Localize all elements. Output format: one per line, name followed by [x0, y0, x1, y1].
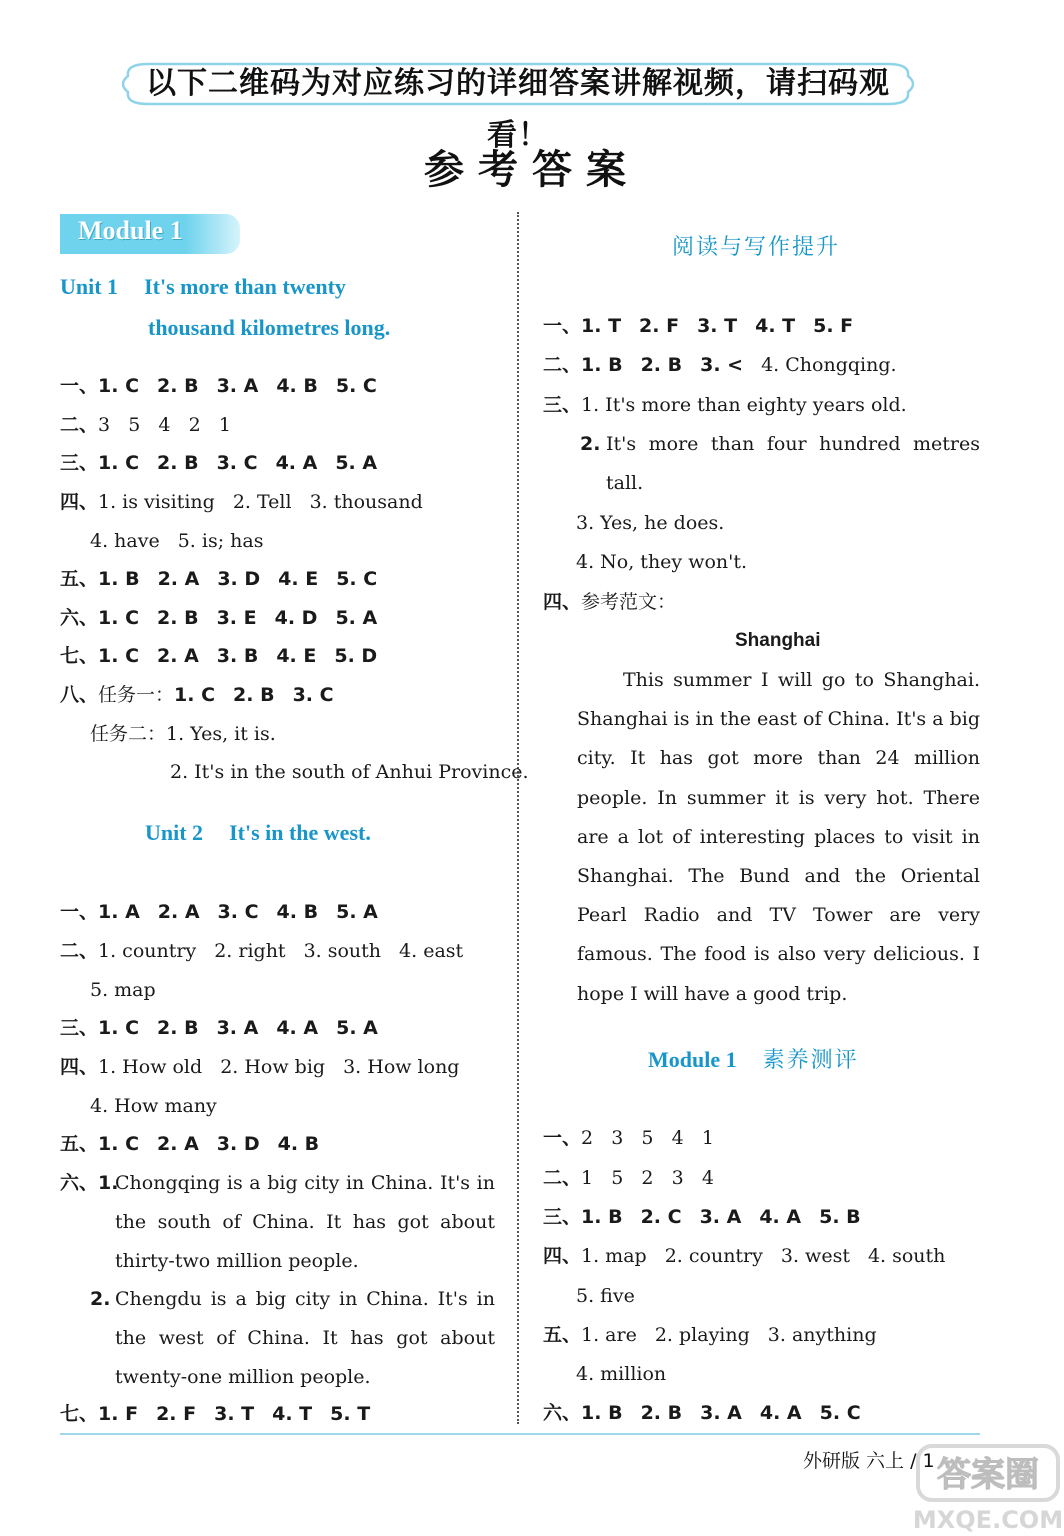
answer-row: 六、1. C 2. B 3. E 4. D 5. A	[60, 607, 378, 629]
answer-row: 八、任务一：1. C 2. B 3. C	[60, 684, 334, 706]
unit1-title-line2: thousand kilometres long.	[148, 315, 391, 340]
column-divider	[517, 212, 519, 1424]
answer-row: 三、1. C 2. B 3. A 4. A 5. A	[60, 1017, 378, 1039]
answer-row: 2.	[580, 433, 601, 455]
answer-row: 五、1. B 2. A 3. D 4. E 5. C	[60, 568, 378, 590]
answer-row: 七、1. C 2. A 3. B 4. E 5. D	[60, 645, 378, 667]
watermark-logo	[912, 1442, 1062, 1536]
header-banner	[118, 58, 918, 153]
unit2-title: It's in the west.	[229, 820, 371, 845]
answer-row: 二、3 5 4 2 1	[60, 414, 231, 436]
answer-row: 3. Yes, he does.	[576, 512, 725, 534]
answer-paragraph: Chengdu is a big city in China. It's in the west of China. It has got about twenty-one million people.	[115, 1288, 495, 1389]
essay-title: Shanghai	[735, 630, 821, 651]
answer-row: 三、1. B 2. C 3. A 4. A 5. B	[543, 1206, 861, 1228]
answer-row: 二、1. B 2. B 3. < 4. Chongqing.	[543, 354, 897, 376]
module-eval-number: Module 1	[648, 1047, 737, 1072]
unit1-title-line1: It's more than twenty	[144, 274, 346, 299]
answer-row: 2. It's in the south of Anhui Province.	[170, 761, 529, 783]
answer-row: 四、1. How old 2. How big 3. How long	[60, 1056, 460, 1078]
watermark-line1: 答案圈	[937, 1455, 1039, 1495]
answer-row: 二、1. country 2. right 3. south 4. east	[60, 940, 464, 962]
answer-row: 三、1. C 2. B 3. C 4. A 5. A	[60, 452, 378, 474]
unit1-heading	[60, 274, 346, 300]
answer-row: 5. map	[90, 979, 156, 1001]
watermark-line2: MXQE.COM	[912, 1506, 1062, 1534]
answer-row: 七、1. F 2. F 3. T 4. T 5. T	[60, 1403, 371, 1425]
answer-row: 三、1. It's more than eighty years old.	[543, 394, 907, 416]
unit2-heading	[145, 820, 371, 846]
footer-divider	[60, 1433, 980, 1435]
answer-row: 一、1. C 2. B 3. A 4. B 5. C	[60, 375, 377, 397]
essay-body: This summer I will go to Shanghai. Shanghai is in the east of China. It's a big city. It has got more than 24 million people. In summer it is very hot. There are a lot of interesting places to visit in Shanghai. The Bund and the Oriental Pearl Radio and TV Tower are very famous. The food is also very delicious. I hope I will have a good trip.	[577, 669, 980, 1005]
answer-row: 一、2 3 5 4 1	[543, 1127, 714, 1149]
answer-row: 四、参考范文：	[543, 591, 677, 613]
module-tag	[60, 214, 240, 254]
page-footer: 外研版 六上 / 1	[803, 1450, 935, 1472]
module-eval-title: 素养测评	[762, 1048, 859, 1073]
answer-row: 4. have 5. is; has	[90, 530, 264, 552]
answer-paragraph: It's more than four hundred metres tall.	[606, 433, 980, 495]
answer-row: 一、1. A 2. A 3. C 4. B 5. A	[60, 901, 378, 923]
answer-paragraph: Chongqing is a big city in China. It's in the south of China. It has got about thirty-two million people.	[115, 1172, 495, 1273]
banner-text: 以下二维码为对应练习的详细答案讲解视频，请扫码观看！	[146, 66, 890, 153]
page-title: 参考答案	[424, 147, 640, 193]
answer-row: 五、1. C 2. A 3. D 4. B	[60, 1133, 320, 1155]
answer-row: 2.	[90, 1288, 111, 1310]
reading-writing-heading: 阅读与写作提升	[672, 235, 841, 260]
answer-row: 五、1. are 2. playing 3. anything	[543, 1324, 877, 1346]
answer-row: 4. million	[576, 1363, 667, 1385]
answer-row: 一、1. T 2. F 3. T 4. T 5. F	[543, 315, 854, 337]
answer-row: 四、1. map 2. country 3. west 4. south	[543, 1245, 946, 1267]
answer-row: 4. How many	[90, 1095, 217, 1117]
answer-row: 5. five	[576, 1285, 635, 1307]
unit2-number: Unit 2	[145, 820, 204, 845]
answer-row: 四、1. is visiting 2. Tell 3. thousand	[60, 491, 423, 513]
answer-row: 二、1 5 2 3 4	[543, 1167, 714, 1189]
module-eval-heading	[648, 1043, 859, 1074]
answer-row: 六、1.	[60, 1172, 119, 1194]
answer-row: 4. No, they won't.	[576, 551, 748, 573]
unit1-number: Unit 1	[60, 274, 119, 299]
answer-row: 六、1. B 2. B 3. A 4. A 5. C	[543, 1402, 861, 1424]
answer-row: 任务二：1. Yes, it is.	[90, 723, 276, 745]
module-tag-label: Module 1	[78, 216, 183, 245]
